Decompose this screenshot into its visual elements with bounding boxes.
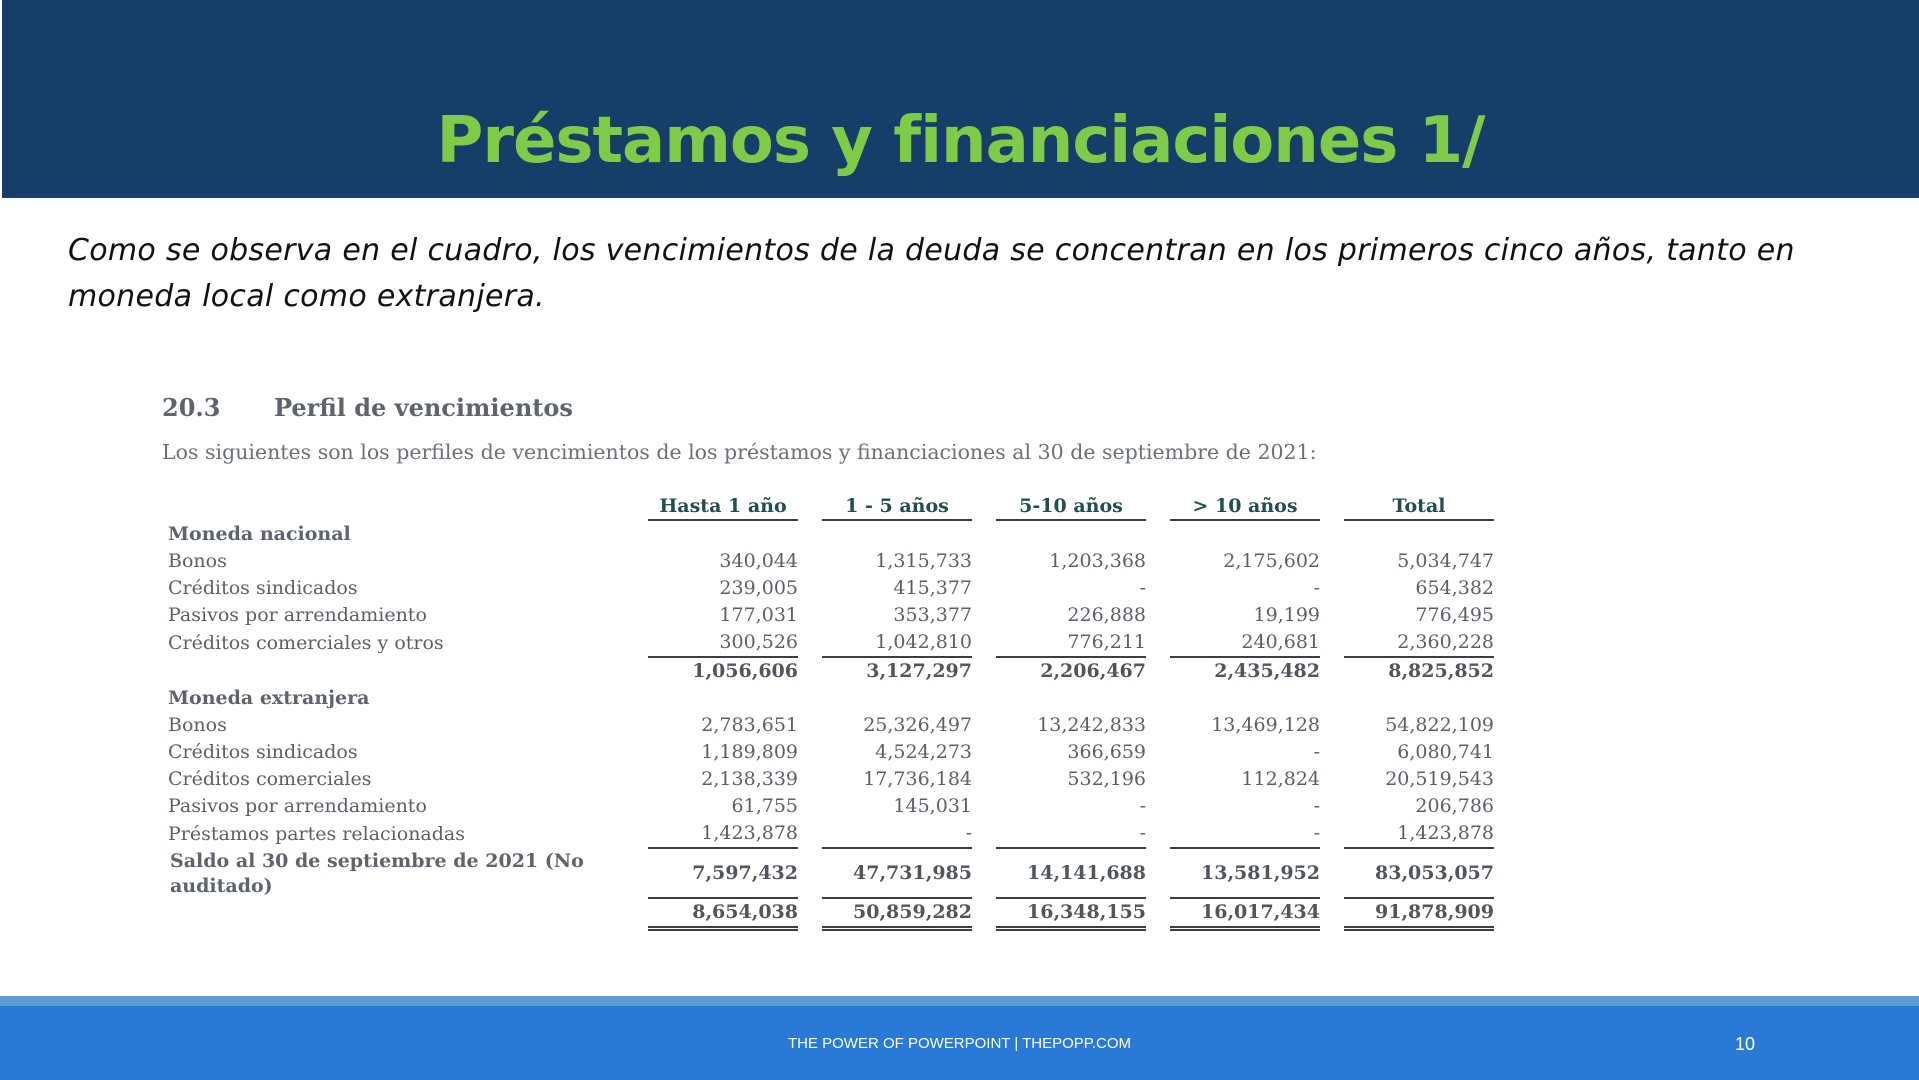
column-gap (798, 658, 822, 685)
column-gap (972, 629, 996, 658)
column-gap (1146, 739, 1170, 766)
column-gap (1146, 575, 1170, 602)
value-cell: - (1170, 820, 1320, 849)
maturity-table (168, 490, 1494, 931)
total-cell: 50,859,282 (822, 899, 972, 931)
column-gap (798, 739, 822, 766)
column-gap (972, 849, 996, 899)
column-gap (798, 766, 822, 793)
value-cell: 353,377 (893, 604, 972, 626)
column-gap (1146, 712, 1170, 739)
value-cell: 776,211 (996, 629, 1146, 658)
section-description: Los siguientes son los perfiles de vencimientos de los préstamos y financiaciones al 30 de septiembre de 2021: (162, 440, 1317, 464)
column-gap (798, 712, 822, 739)
table-row (168, 766, 1494, 793)
value-cell: 776,495 (1415, 604, 1494, 626)
group-heading: Moneda nacional (168, 523, 351, 545)
column-gap (1320, 899, 1344, 931)
value-cell: 20,519,543 (1385, 768, 1494, 790)
subtotal-cell: 3,127,297 (866, 660, 972, 682)
title-bar (2, 0, 1919, 198)
column-gap (1320, 602, 1344, 629)
table-row (168, 820, 1494, 849)
subtotal-cell: 8,825,852 (1388, 660, 1494, 682)
subtotal-row (168, 658, 1494, 685)
row-label: Créditos comerciales (168, 768, 372, 790)
column-gap (798, 793, 822, 820)
value-cell: 1,189,809 (701, 741, 798, 763)
column-gap (1146, 820, 1170, 849)
header-mas-10-anos: > 10 años (1170, 490, 1320, 521)
value-cell: 1,315,733 (875, 550, 972, 572)
value-cell: 1,203,368 (1049, 550, 1146, 572)
value-cell: 2,175,602 (1223, 550, 1320, 572)
header-1-5-anos: 1 - 5 años (822, 490, 972, 521)
saldo-cell: 47,731,985 (822, 849, 972, 899)
column-gap (1146, 658, 1170, 685)
value-cell: 6,080,741 (1397, 741, 1494, 763)
value-cell: - (1139, 795, 1146, 817)
value-cell: 13,469,128 (1211, 714, 1320, 736)
column-gap (1146, 602, 1170, 629)
value-cell: 654,382 (1415, 577, 1494, 599)
value-cell: 240,681 (1170, 629, 1320, 658)
column-gap (972, 548, 996, 575)
column-gap (798, 575, 822, 602)
column-gap (798, 548, 822, 575)
footer-text: THE POWER OF POWERPOINT | THEPOPP.COM (787, 1035, 1132, 1052)
row-label (168, 899, 648, 931)
value-cell: 145,031 (893, 795, 972, 817)
section-number: 20.3 (162, 393, 221, 422)
column-gap (1320, 712, 1344, 739)
value-cell: - (822, 820, 972, 849)
column-gap (972, 658, 996, 685)
column-gap (972, 739, 996, 766)
maturity-table-image (160, 385, 1560, 945)
column-gap (972, 602, 996, 629)
column-gap (1320, 793, 1344, 820)
column-gap (1320, 658, 1344, 685)
column-gap (1320, 766, 1344, 793)
row-label: Créditos sindicados (168, 741, 358, 763)
grand-total-row (168, 899, 1494, 931)
value-cell: 4,524,273 (875, 741, 972, 763)
subtotal-cell: 2,435,482 (1214, 660, 1320, 682)
saldo-row (168, 849, 1494, 899)
value-cell: 25,326,497 (863, 714, 972, 736)
subtotal-cell: 2,206,467 (1040, 660, 1146, 682)
row-label: Créditos comerciales y otros (168, 632, 444, 654)
value-cell: 206,786 (1415, 795, 1494, 817)
column-gap (972, 820, 996, 849)
header-total: Total (1344, 490, 1494, 521)
column-gap (972, 575, 996, 602)
column-gap (1146, 849, 1170, 899)
row-label: Saldo al 30 de septiembre de 2021 (No auditado) (170, 850, 584, 897)
value-cell: 532,196 (1067, 768, 1146, 790)
column-gap (1146, 766, 1170, 793)
row-label (168, 658, 648, 685)
table-row (168, 739, 1494, 766)
saldo-cell: 83,053,057 (1344, 849, 1494, 899)
column-gap (1320, 739, 1344, 766)
page-number: 10 (1735, 1034, 1756, 1054)
value-cell: 2,783,651 (701, 714, 798, 736)
row-label: Préstamos partes relacionadas (168, 823, 466, 845)
value-cell: 1,423,878 (648, 820, 798, 849)
column-gap (1320, 575, 1344, 602)
value-cell: 1,042,810 (822, 629, 972, 658)
column-gap (798, 629, 822, 658)
column-gap (1320, 629, 1344, 658)
value-cell: 300,526 (648, 629, 798, 658)
value-cell: 366,659 (1067, 741, 1146, 763)
total-cell: 16,348,155 (996, 899, 1146, 931)
header-5-10-anos: 5-10 años (996, 490, 1146, 521)
section-title: Perfil de vencimientos (274, 393, 573, 422)
subtotal-cell: 1,056,606 (692, 660, 798, 682)
value-cell: 5,034,747 (1397, 550, 1494, 572)
slide-title: Préstamos y financiaciones 1/ (436, 104, 1485, 178)
value-cell: 1,423,878 (1344, 820, 1494, 849)
table-row (168, 712, 1494, 739)
value-cell: 239,005 (719, 577, 798, 599)
total-cell: 8,654,038 (648, 899, 798, 931)
value-cell: - (1313, 795, 1320, 817)
value-cell: 61,755 (731, 795, 798, 817)
table-header-row (168, 490, 1494, 521)
saldo-cell: 7,597,432 (648, 849, 798, 899)
value-cell: 17,736,184 (863, 768, 972, 790)
total-cell: 16,017,434 (1170, 899, 1320, 931)
group-heading-row (168, 521, 1494, 548)
row-label: Pasivos por arrendamiento (168, 604, 427, 626)
table-row (168, 602, 1494, 629)
column-gap (1320, 820, 1344, 849)
value-cell: 13,242,833 (1037, 714, 1146, 736)
saldo-cell: 13,581,952 (1170, 849, 1320, 899)
row-label: Pasivos por arrendamiento (168, 795, 427, 817)
value-cell: 19,199 (1253, 604, 1320, 626)
row-label: Bonos (168, 714, 227, 736)
column-gap (972, 793, 996, 820)
value-cell: 2,138,339 (701, 768, 798, 790)
row-label: Bonos (168, 550, 227, 572)
column-gap (1146, 899, 1170, 931)
row-label: Créditos sindicados (168, 577, 358, 599)
table-row (168, 548, 1494, 575)
saldo-cell: 14,141,688 (996, 849, 1146, 899)
column-gap (798, 899, 822, 931)
value-cell: - (1139, 577, 1146, 599)
total-cell: 91,878,909 (1344, 899, 1494, 931)
table-row (168, 629, 1494, 658)
value-cell: - (996, 820, 1146, 849)
column-gap (1320, 548, 1344, 575)
column-gap (1146, 548, 1170, 575)
column-gap (1320, 849, 1344, 899)
column-gap (1146, 629, 1170, 658)
column-gap (1146, 793, 1170, 820)
table-row (168, 575, 1494, 602)
value-cell: 2,360,228 (1344, 629, 1494, 658)
footer-accent-line (0, 996, 1919, 1006)
value-cell: 177,031 (719, 604, 798, 626)
value-cell: 54,822,109 (1385, 714, 1494, 736)
value-cell: 415,377 (893, 577, 972, 599)
intro-text: Como se observa en el cuadro, los vencimientos de la deuda se concentran en los primeros cinco años, tanto en moneda local como extranjera. (68, 233, 1795, 314)
group-heading: Moneda extranjera (168, 687, 370, 709)
value-cell: - (1313, 577, 1320, 599)
value-cell: - (1313, 741, 1320, 763)
column-gap (798, 602, 822, 629)
column-gap (972, 899, 996, 931)
value-cell: 226,888 (1067, 604, 1146, 626)
column-gap (798, 820, 822, 849)
table-row (168, 793, 1494, 820)
column-gap (798, 849, 822, 899)
value-cell: 340,044 (719, 550, 798, 572)
column-gap (972, 766, 996, 793)
column-gap (972, 712, 996, 739)
value-cell: 112,824 (1241, 768, 1320, 790)
header-hasta-1-ano: Hasta 1 año (648, 490, 798, 521)
footer-bar (0, 1006, 1919, 1080)
group-heading-row (168, 685, 1494, 712)
